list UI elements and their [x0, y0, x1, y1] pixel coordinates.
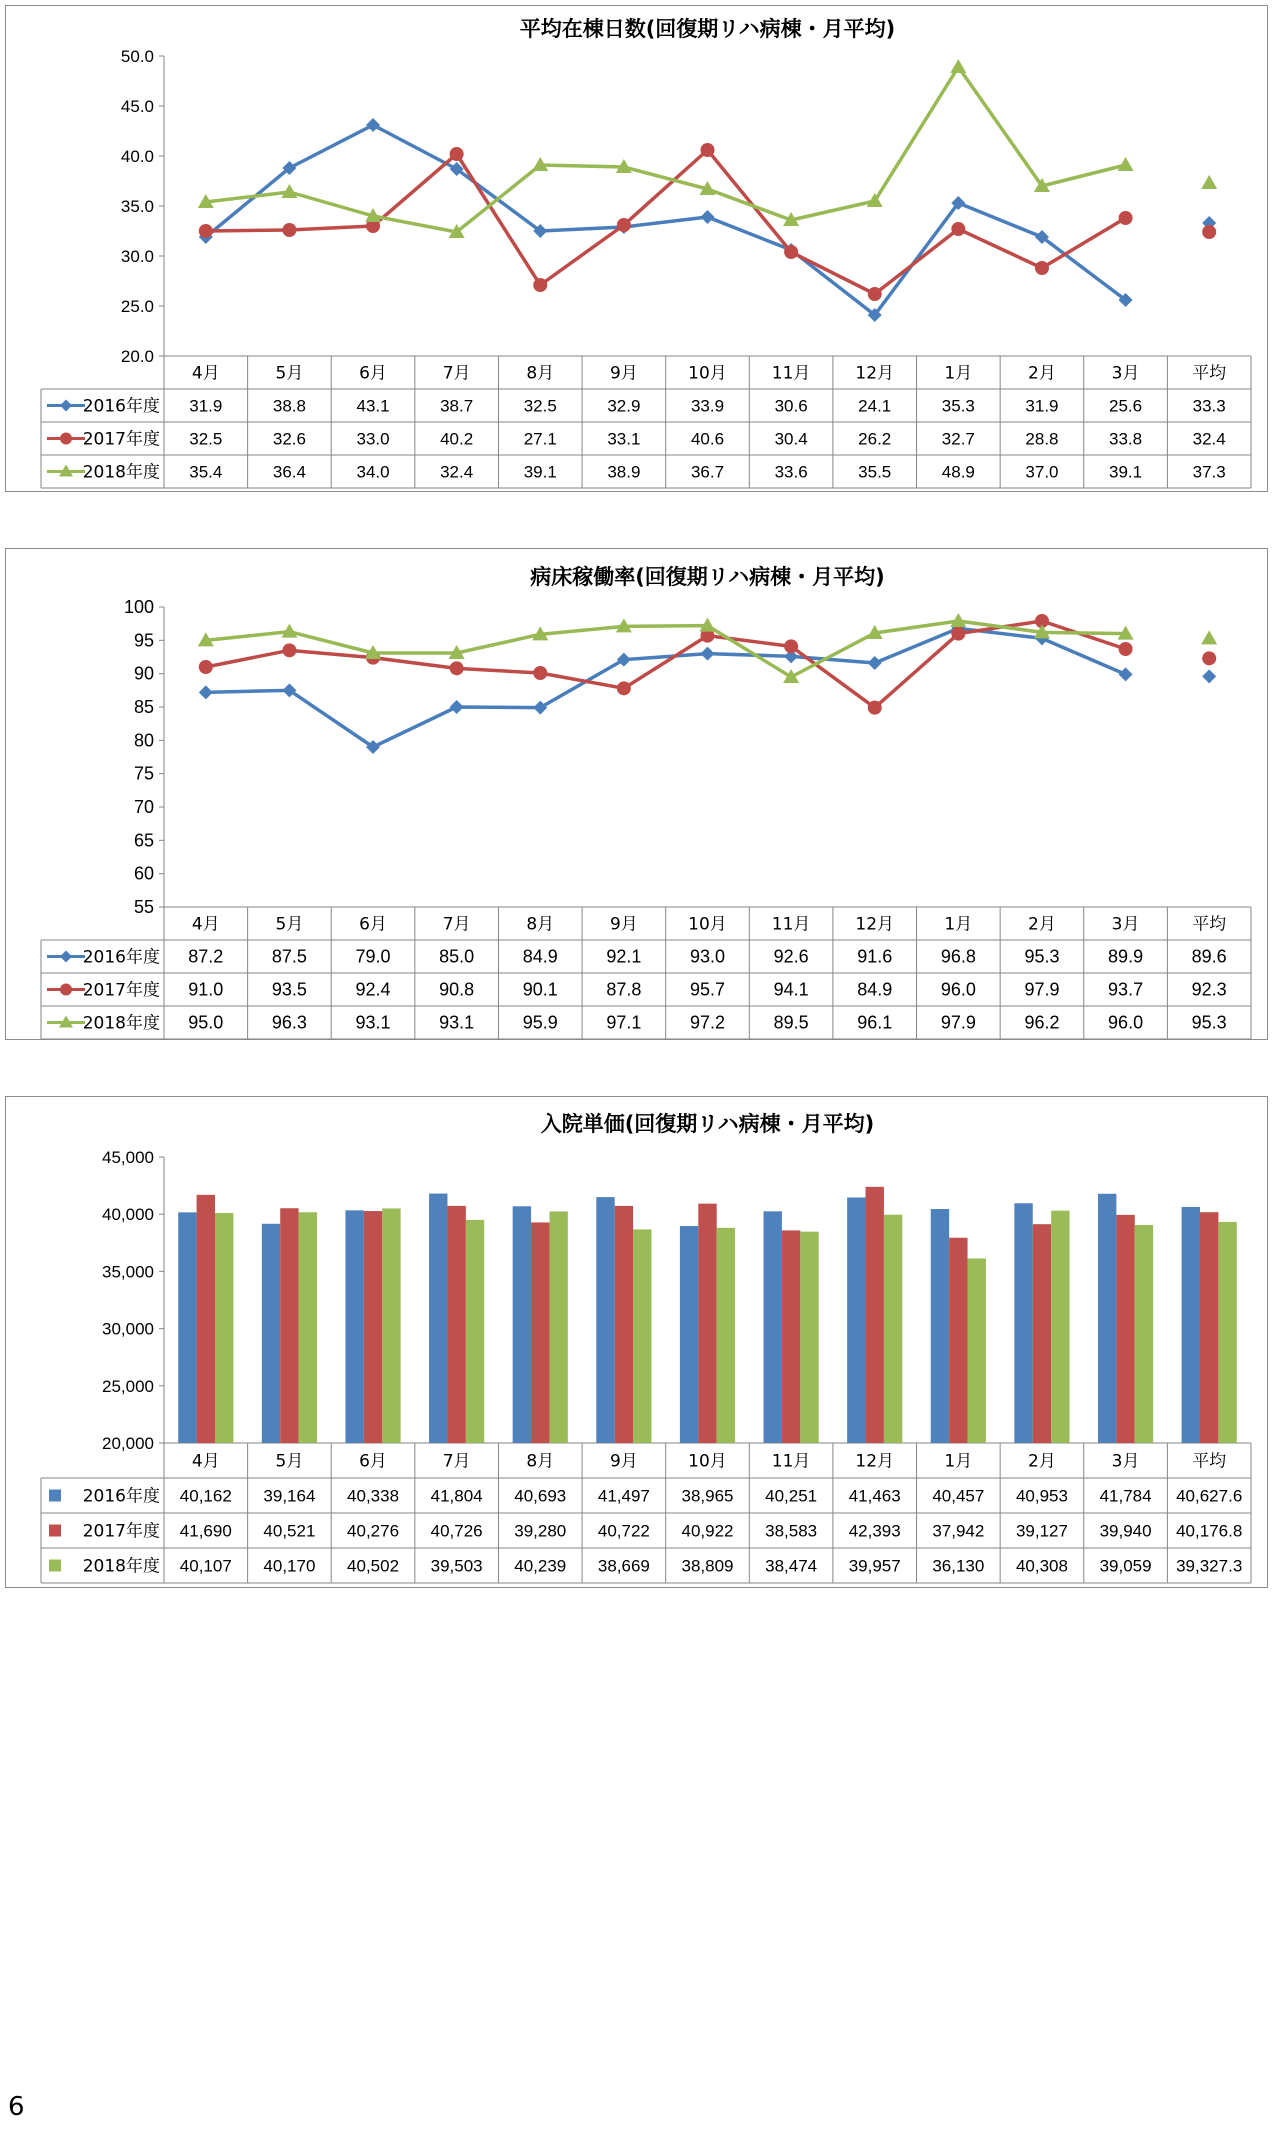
table-cell-value: 90.1 [522, 979, 558, 1000]
table-cell-value: 32.6 [272, 429, 306, 449]
bar [1182, 1207, 1200, 1443]
table-cell-value: 87.8 [606, 979, 642, 1000]
table-cell-value: 39,059 [1099, 1556, 1152, 1576]
page-number: 6 [8, 2092, 25, 2122]
bar [949, 1238, 967, 1443]
table-cell-value: 48.9 [941, 462, 975, 482]
x-category-label: 2月 [1028, 914, 1056, 935]
data-point-circle [1119, 642, 1133, 656]
legend-label: 2018年度 [82, 1556, 160, 1577]
y-tick-label: 35.0 [120, 197, 154, 216]
x-category-label: 9月 [609, 363, 638, 384]
y-tick-label: 20,000 [102, 1434, 154, 1453]
table-cell-value: 40,457 [932, 1486, 985, 1506]
x-category-label: 6月 [359, 363, 387, 384]
x-category-label: 8月 [526, 363, 555, 384]
x-category-label: 2月 [1028, 1451, 1056, 1472]
table-cell-value: 93.0 [689, 946, 726, 967]
table-cell-value: 41,690 [179, 1521, 232, 1541]
table-cell-value: 43.1 [356, 396, 390, 416]
table-cell-value: 40,502 [347, 1556, 400, 1576]
table-cell-value: 40,162 [179, 1486, 232, 1506]
x-category-label: 9月 [609, 914, 638, 935]
x-category-label: 7月 [442, 914, 471, 935]
table-cell-value: 40,251 [765, 1486, 818, 1506]
table-cell-value: 26.2 [858, 429, 892, 449]
table-cell-value: 33.6 [774, 462, 808, 482]
table-cell-value: 41,784 [1099, 1486, 1152, 1506]
data-point-circle [199, 660, 213, 674]
table-cell-value: 39,503 [430, 1556, 483, 1576]
table-cell-value: 30.6 [774, 396, 808, 416]
x-category-label: 11月 [771, 914, 811, 935]
table-cell-value: 41,497 [597, 1486, 650, 1506]
table-cell-value: 32.5 [189, 429, 223, 449]
table-cell-value: 96.1 [857, 1012, 893, 1033]
x-category-label: 平均 [1192, 914, 1227, 935]
y-tick-label: 75 [133, 763, 154, 784]
y-tick-label: 40,000 [102, 1205, 154, 1225]
series-line [206, 67, 1126, 232]
y-tick-label: 90 [133, 663, 154, 684]
data-point-circle [450, 661, 464, 675]
x-category-label: 5月 [275, 363, 304, 384]
x-category-label: 3月 [1111, 914, 1140, 935]
x-category-label: 平均 [1192, 1451, 1227, 1472]
table-cell-value: 39,940 [1099, 1521, 1152, 1541]
table-cell-value: 31.9 [189, 396, 223, 416]
data-point-diamond [701, 647, 715, 661]
table-cell-value: 92.1 [606, 946, 642, 967]
bar [968, 1258, 986, 1443]
bar [1218, 1222, 1236, 1443]
bar [1098, 1194, 1116, 1443]
x-category-label: 4月 [191, 363, 220, 384]
data-point-circle [784, 639, 798, 653]
data-point-circle [282, 643, 296, 657]
data-point-circle [868, 287, 882, 301]
data-point-circle [701, 143, 715, 157]
legend-label: 2018年度 [82, 462, 160, 483]
x-category-label: 1月 [944, 1451, 973, 1472]
y-tick-label: 65 [133, 830, 154, 851]
table-cell-value: 36.7 [690, 462, 725, 482]
series-line [206, 621, 1126, 708]
table-cell-value: 35.5 [858, 462, 892, 482]
table-cell-value: 40,276 [347, 1521, 400, 1541]
data-point-triangle [1201, 630, 1217, 644]
table-cell-value: 39.1 [523, 462, 557, 482]
bar [698, 1204, 716, 1443]
x-category-label: 11月 [771, 363, 811, 384]
legend-label: 2018年度 [82, 1013, 160, 1034]
y-tick-label: 20.0 [120, 347, 154, 366]
x-category-label: 7月 [442, 363, 471, 384]
bar [215, 1213, 233, 1443]
table-cell-value: 91.0 [188, 979, 224, 1000]
bar [447, 1206, 465, 1443]
table-cell-value: 84.9 [522, 946, 558, 967]
table-cell-value: 92.3 [1191, 979, 1227, 1000]
bar [1014, 1203, 1032, 1443]
table-cell-value: 89.5 [773, 1012, 809, 1033]
table-cell-value: 94.1 [773, 979, 809, 1000]
data-point-diamond [533, 701, 547, 715]
table-cell-value: 30.4 [774, 429, 808, 449]
table-cell-value: 40.6 [690, 429, 725, 449]
table-cell-value: 40,239 [514, 1556, 567, 1576]
table-cell-value: 40,176.8 [1176, 1521, 1243, 1541]
bar [615, 1206, 633, 1443]
data-point-diamond [60, 951, 72, 963]
x-category-label: 3月 [1111, 363, 1140, 384]
x-category-label: 1月 [944, 363, 973, 384]
bar [262, 1224, 280, 1443]
table-cell-value: 36,130 [932, 1556, 985, 1576]
x-category-label: 6月 [359, 914, 387, 935]
bar [513, 1206, 531, 1443]
bar [280, 1208, 298, 1443]
table-cell-value: 40,338 [347, 1486, 400, 1506]
x-category-label: 8月 [526, 914, 555, 935]
table-cell-value: 32.4 [1192, 429, 1226, 449]
chart-svg [6, 1097, 1269, 1589]
table-cell-value: 40,627.6 [1176, 1486, 1243, 1506]
table-cell-value: 33.9 [690, 396, 725, 416]
x-category-label: 5月 [275, 914, 304, 935]
x-category-label: 10月 [688, 1451, 727, 1472]
data-point-circle [533, 278, 547, 292]
table-cell-value: 97.9 [1024, 979, 1060, 1000]
chart-svg [6, 6, 1269, 493]
data-point-diamond [617, 653, 631, 667]
table-cell-value: 34.0 [356, 462, 390, 482]
chart-title: 入院単価(回復期リハ病棟・月平均) [540, 1112, 875, 1136]
data-point-diamond [60, 400, 72, 412]
table-cell-value: 39,164 [263, 1486, 316, 1506]
legend-label: 2017年度 [82, 429, 160, 450]
table-cell-value: 97.1 [606, 1012, 642, 1033]
table-cell-value: 32.5 [523, 396, 557, 416]
y-tick-label: 45.0 [120, 97, 154, 116]
table-cell-value: 90.8 [439, 979, 475, 1000]
bar [596, 1197, 614, 1443]
x-category-label: 6月 [359, 1451, 387, 1472]
table-cell-value: 33.8 [1109, 429, 1143, 449]
x-category-label: 2月 [1028, 363, 1056, 384]
x-category-label: 4月 [191, 914, 220, 935]
y-tick-label: 50.0 [120, 47, 154, 66]
y-tick-label: 30.0 [120, 247, 154, 266]
bar [466, 1220, 484, 1443]
table-cell-value: 32.9 [607, 396, 641, 416]
data-point-diamond [450, 700, 464, 714]
table-cell-value: 96.0 [940, 979, 976, 1000]
y-tick-label: 35,000 [102, 1262, 154, 1282]
table-cell-value: 33.0 [356, 429, 390, 449]
bar [1116, 1215, 1134, 1443]
data-point-circle [868, 701, 882, 715]
table-cell-value: 38.8 [272, 396, 306, 416]
x-category-label: 平均 [1192, 363, 1227, 384]
x-category-label: 4月 [191, 1451, 220, 1472]
table-cell-value: 40,107 [179, 1556, 232, 1576]
table-cell-value: 38,474 [765, 1556, 818, 1576]
table-cell-value: 95.9 [522, 1012, 558, 1033]
chart-title: 平均在棟日数(回復期リハ病棟・月平均) [519, 17, 896, 41]
data-point-diamond [701, 210, 715, 224]
table-cell-value: 39,957 [848, 1556, 901, 1576]
x-category-label: 12月 [855, 1451, 895, 1472]
table-cell-value: 39,327.3 [1176, 1556, 1243, 1576]
bar [717, 1228, 735, 1443]
x-category-label: 12月 [855, 914, 895, 935]
chart-svg [6, 549, 1269, 1041]
x-category-label: 12月 [855, 363, 895, 384]
bar [633, 1229, 651, 1443]
table-cell-value: 25.6 [1109, 396, 1143, 416]
table-cell-value: 96.0 [1108, 1012, 1144, 1033]
table-cell-value: 40,922 [681, 1521, 734, 1541]
data-point-circle [1202, 225, 1216, 239]
table-cell-value: 85.0 [439, 946, 475, 967]
table-cell-value: 38.9 [607, 462, 641, 482]
table-cell-value: 28.8 [1025, 429, 1059, 449]
table-cell-value: 96.3 [271, 1012, 307, 1033]
bar [178, 1212, 196, 1443]
table-cell-value: 40,693 [514, 1486, 567, 1506]
data-point-circle [951, 222, 965, 236]
bar [1051, 1211, 1069, 1443]
data-point-circle [60, 433, 72, 445]
bar [764, 1211, 782, 1443]
y-tick-label: 80 [133, 730, 154, 751]
table-cell-value: 40,953 [1015, 1486, 1068, 1506]
legend-label: 2016年度 [82, 947, 160, 968]
series-line [206, 125, 1126, 315]
table-cell-value: 32.4 [440, 462, 474, 482]
table-cell-value: 97.2 [689, 1012, 726, 1033]
bar [299, 1212, 317, 1443]
data-point-circle [617, 218, 631, 232]
table-cell-value: 35.4 [189, 462, 223, 482]
table-cell-value: 38,583 [765, 1521, 818, 1541]
table-cell-value: 93.7 [1108, 979, 1144, 1000]
bar [884, 1215, 902, 1443]
data-point-triangle [950, 59, 966, 73]
table-cell-value: 96.2 [1024, 1012, 1060, 1033]
data-point-circle [951, 627, 965, 641]
table-cell-value: 40,308 [1015, 1556, 1068, 1576]
table-cell-value: 40,726 [430, 1521, 483, 1541]
chart-bed-occupancy [5, 548, 1268, 1040]
table-cell-value: 79.0 [355, 946, 391, 967]
table-cell-value: 87.5 [271, 946, 307, 967]
data-point-diamond [366, 118, 380, 132]
table-cell-value: 93.1 [355, 1012, 391, 1033]
data-point-circle [450, 147, 464, 161]
y-tick-label: 100 [123, 597, 154, 617]
data-point-diamond [868, 656, 882, 670]
data-point-diamond [1202, 669, 1216, 683]
data-point-triangle [1201, 175, 1217, 189]
bar [531, 1222, 549, 1443]
table-cell-value: 91.6 [857, 946, 893, 967]
bar [197, 1195, 215, 1443]
table-cell-value: 24.1 [858, 396, 892, 416]
table-cell-value: 31.9 [1025, 396, 1059, 416]
table-cell-value: 95.7 [689, 979, 726, 1000]
table-cell-value: 89.6 [1191, 946, 1227, 967]
data-point-circle [1202, 651, 1216, 665]
table-cell-value: 35.3 [941, 396, 975, 416]
table-cell-value: 39,280 [514, 1521, 567, 1541]
table-cell-value: 40,521 [263, 1521, 316, 1541]
data-point-triangle [1118, 157, 1134, 171]
table-cell-value: 87.2 [188, 946, 224, 967]
legend-swatch [49, 1525, 61, 1537]
bar [782, 1230, 800, 1443]
table-cell-value: 38,669 [597, 1556, 650, 1576]
legend-label: 2017年度 [82, 1521, 160, 1542]
x-category-label: 11月 [771, 1451, 811, 1472]
bar [364, 1211, 382, 1443]
y-tick-label: 25.0 [120, 297, 154, 316]
x-category-label: 10月 [688, 363, 727, 384]
bar [429, 1194, 447, 1443]
data-point-circle [1035, 261, 1049, 275]
y-tick-label: 40.0 [120, 147, 154, 166]
bar [866, 1187, 884, 1443]
bar [847, 1197, 865, 1443]
legend-label: 2016年度 [82, 396, 160, 417]
bar [549, 1211, 567, 1443]
bar [345, 1210, 363, 1443]
y-tick-label: 60 [133, 863, 154, 884]
table-cell-value: 41,804 [430, 1486, 483, 1506]
table-cell-value: 40.2 [440, 429, 474, 449]
legend-label: 2017年度 [82, 980, 160, 1001]
table-cell-value: 38,809 [681, 1556, 734, 1576]
y-tick-label: 95 [133, 630, 154, 651]
table-cell-value: 39.1 [1109, 462, 1143, 482]
table-cell-value: 27.1 [523, 429, 557, 449]
data-point-diamond [199, 685, 213, 699]
chart-title: 病床稼働率(回復期リハ病棟・月平均) [530, 565, 885, 589]
table-cell-value: 93.1 [439, 1012, 475, 1033]
x-category-label: 3月 [1111, 1451, 1140, 1472]
table-cell-value: 36.4 [272, 462, 306, 482]
table-cell-value: 92.6 [773, 946, 809, 967]
table-cell-value: 37,942 [932, 1521, 985, 1541]
x-category-label: 8月 [526, 1451, 555, 1472]
table-cell-value: 32.7 [941, 429, 975, 449]
data-point-circle [617, 681, 631, 695]
data-point-circle [282, 223, 296, 237]
y-tick-label: 85 [133, 697, 154, 717]
data-point-diamond [1119, 667, 1133, 681]
x-category-label: 9月 [609, 1451, 638, 1472]
table-cell-value: 89.9 [1108, 946, 1144, 967]
data-point-circle [1119, 211, 1133, 225]
y-tick-label: 70 [133, 797, 154, 817]
table-cell-value: 38,965 [681, 1486, 734, 1506]
x-category-label: 5月 [275, 1451, 304, 1472]
legend-swatch [49, 1560, 61, 1572]
bar [382, 1208, 400, 1443]
table-cell-value: 38.7 [440, 396, 474, 416]
table-cell-value: 95.3 [1024, 946, 1060, 967]
data-point-circle [199, 224, 213, 238]
table-cell-value: 92.4 [355, 979, 391, 1000]
table-cell-value: 40,170 [263, 1556, 316, 1576]
table-cell-value: 95.0 [188, 1012, 224, 1033]
bar [1200, 1212, 1218, 1443]
bar [680, 1226, 698, 1443]
chart-avg-stay-days [5, 5, 1268, 492]
legend-swatch [49, 1490, 61, 1502]
table-cell-value: 93.5 [271, 979, 307, 1000]
data-point-circle [60, 984, 72, 996]
y-tick-label: 45,000 [102, 1148, 154, 1167]
y-tick-label: 55 [133, 897, 154, 917]
table-cell-value: 40,722 [597, 1521, 650, 1541]
data-point-circle [533, 666, 547, 680]
table-cell-value: 41,463 [848, 1486, 901, 1506]
chart-admission-unit-price [5, 1096, 1268, 1588]
y-tick-label: 25,000 [102, 1376, 154, 1396]
table-cell-value: 84.9 [857, 979, 893, 1000]
legend-label: 2016年度 [82, 1486, 160, 1507]
x-category-label: 7月 [442, 1451, 471, 1472]
table-cell-value: 96.8 [940, 946, 976, 967]
table-cell-value: 33.1 [607, 429, 641, 449]
x-category-label: 10月 [688, 914, 727, 935]
data-point-circle [784, 245, 798, 259]
bar [800, 1232, 818, 1443]
table-cell-value: 33.3 [1192, 396, 1226, 416]
table-cell-value: 97.9 [940, 1012, 976, 1033]
table-cell-value: 95.3 [1191, 1012, 1227, 1033]
bar [931, 1209, 949, 1443]
bar [1135, 1225, 1153, 1443]
table-cell-value: 37.3 [1192, 462, 1226, 482]
bar [1033, 1224, 1051, 1443]
y-tick-label: 30,000 [102, 1319, 154, 1339]
table-cell-value: 37.0 [1025, 462, 1059, 482]
x-category-label: 1月 [944, 914, 973, 935]
table-cell-value: 39,127 [1015, 1521, 1068, 1541]
table-cell-value: 42,393 [848, 1521, 901, 1541]
